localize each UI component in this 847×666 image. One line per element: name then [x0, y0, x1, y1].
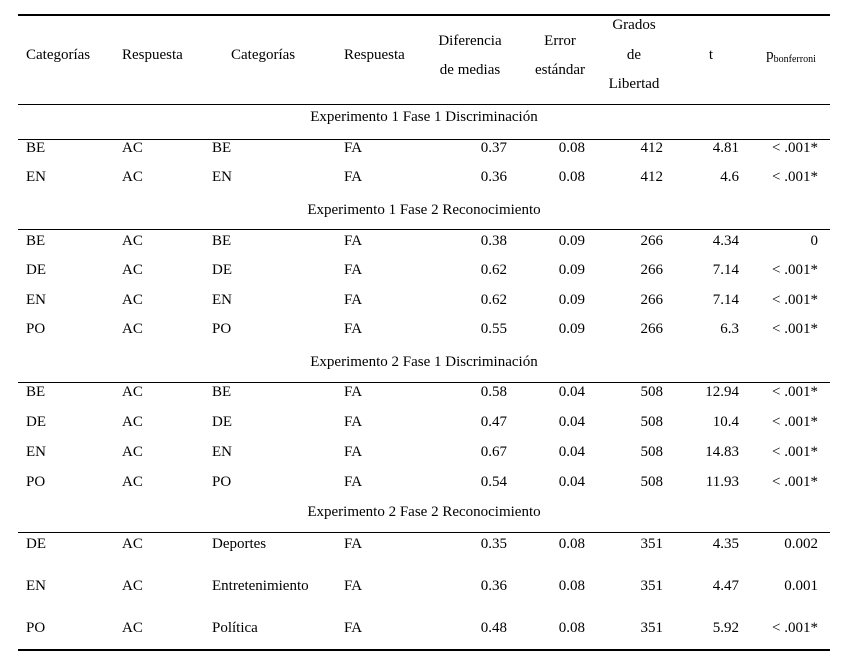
cell-cat1: EN: [26, 169, 46, 185]
cell-gl: 351: [640, 620, 663, 636]
cell-p: < .001*: [772, 620, 818, 636]
cell-diff: 0.54: [480, 474, 507, 490]
cell-resp2: FA: [344, 292, 363, 308]
cell-err: 0.04: [558, 384, 585, 400]
header-respuesta-2: Respuesta: [344, 47, 405, 63]
cell-resp1: AC: [122, 578, 143, 594]
cell-cat1: EN: [26, 578, 46, 594]
table-row: [18, 618, 830, 638]
cell-err: 0.08: [558, 140, 585, 156]
cell-resp1: AC: [122, 444, 143, 460]
cell-t: 4.35: [712, 536, 739, 552]
cell-cat2: EN: [212, 444, 232, 460]
cell-cat2: DE: [212, 262, 232, 278]
cell-diff: 0.58: [480, 384, 507, 400]
cell-cat1: PO: [26, 321, 46, 337]
cell-t: 12.94: [705, 384, 739, 400]
cell-diff: 0.38: [480, 233, 507, 249]
cell-cat1: BE: [26, 233, 46, 249]
cell-resp2: FA: [344, 414, 363, 430]
cell-resp1: AC: [122, 474, 143, 490]
cell-err: 0.08: [558, 169, 585, 185]
cell-err: 0.09: [558, 292, 585, 308]
table-top-rule: [18, 14, 830, 16]
cell-resp2: FA: [344, 578, 363, 594]
cell-cat1: DE: [26, 536, 46, 552]
cell-gl: 508: [640, 414, 663, 430]
table-row: [18, 260, 830, 280]
cell-resp1: AC: [122, 169, 143, 185]
cell-resp1: AC: [122, 292, 143, 308]
cell-diff: 0.47: [480, 414, 507, 430]
cell-err: 0.08: [558, 536, 585, 552]
cell-cat2: BE: [212, 140, 232, 156]
header-t: t: [708, 47, 714, 63]
cell-cat1: PO: [26, 474, 46, 490]
cell-gl: 266: [640, 321, 663, 337]
cell-resp1: AC: [122, 536, 143, 552]
table-row: [18, 319, 830, 339]
group-title-rule: [18, 229, 830, 230]
table-bottom-rule: [18, 649, 830, 651]
cell-cat2: Política: [212, 620, 258, 636]
cell-cat2: Deportes: [212, 536, 267, 552]
cell-gl: 351: [640, 536, 663, 552]
cell-err: 0.09: [558, 262, 585, 278]
cell-t: 14.83: [705, 444, 739, 460]
cell-gl: 412: [640, 169, 663, 185]
cell-t: 10.4: [712, 414, 739, 430]
cell-cat1: BE: [26, 384, 46, 400]
cell-resp2: FA: [344, 233, 363, 249]
cell-resp2: FA: [344, 169, 363, 185]
table-row: [18, 138, 830, 158]
table-row: [18, 576, 830, 596]
cell-gl: 266: [640, 292, 663, 308]
table-row: [18, 290, 830, 310]
cell-resp2: FA: [344, 536, 363, 552]
group-title-rule: [18, 532, 830, 533]
header-categorias-2: Categorías: [231, 47, 296, 63]
cell-resp1: AC: [122, 262, 143, 278]
cell-t: 6.3: [720, 321, 739, 337]
cell-cat1: DE: [26, 414, 46, 430]
cell-cat2: BE: [212, 384, 232, 400]
cell-cat1: EN: [26, 444, 46, 460]
header-error-line1: Error: [544, 33, 576, 49]
table-row: [18, 231, 830, 251]
cell-resp1: AC: [122, 384, 143, 400]
cell-gl: 412: [640, 140, 663, 156]
cell-resp2: FA: [344, 384, 363, 400]
table-row: [18, 382, 830, 402]
cell-cat1: BE: [26, 140, 46, 156]
header-p-bonferroni: [756, 41, 826, 74]
table-row: [18, 534, 830, 554]
cell-p: < .001*: [772, 262, 818, 278]
header-diferencia-line1: Diferencia: [438, 33, 502, 49]
cell-resp1: AC: [122, 140, 143, 156]
cell-resp2: FA: [344, 444, 363, 460]
cell-err: 0.08: [558, 620, 585, 636]
cell-gl: 266: [640, 233, 663, 249]
cell-p: < .001*: [772, 292, 818, 308]
cell-cat2: PO: [212, 474, 232, 490]
cell-t: 4.34: [712, 233, 739, 249]
header-categorias-1: Categorías: [26, 47, 91, 63]
header-diferencia-line2: de medias: [439, 62, 501, 78]
cell-t: 4.47: [712, 578, 739, 594]
cell-cat2: DE: [212, 414, 232, 430]
cell-gl: 351: [640, 578, 663, 594]
header-p-main: p: [766, 47, 774, 63]
cell-t: 11.93: [705, 474, 739, 490]
cell-diff: 0.62: [480, 292, 507, 308]
header-bottom-rule: [18, 104, 830, 105]
cell-p: < .001*: [772, 474, 818, 490]
header-grados-line3: Libertad: [608, 76, 660, 92]
cell-cat1: EN: [26, 292, 46, 308]
cell-p: < .001*: [772, 414, 818, 430]
cell-t: 4.6: [720, 169, 739, 185]
header-error-line2: estándar: [535, 62, 585, 78]
cell-resp2: FA: [344, 321, 363, 337]
table-row: [18, 442, 830, 462]
cell-p: 0.001: [784, 578, 818, 594]
header-respuesta-1: Respuesta: [122, 47, 183, 63]
cell-resp2: FA: [344, 262, 363, 278]
cell-gl: 266: [640, 262, 663, 278]
cell-cat2: EN: [212, 292, 232, 308]
cell-p: 0.002: [784, 536, 818, 552]
group-title: Experimento 2 Fase 2 Reconocimiento: [307, 504, 541, 520]
group-title: Experimento 1 Fase 1 Discriminación: [310, 109, 538, 125]
cell-diff: 0.35: [480, 536, 507, 552]
header-p-subscript: bonferroni: [773, 54, 816, 65]
header-grados-line2: de: [626, 47, 642, 63]
cell-err: 0.04: [558, 414, 585, 430]
table-row: [18, 472, 830, 492]
cell-resp2: FA: [344, 620, 363, 636]
cell-t: 5.92: [712, 620, 739, 636]
cell-p: < .001*: [772, 140, 818, 156]
cell-p: < .001*: [772, 384, 818, 400]
cell-resp1: AC: [122, 414, 143, 430]
cell-p: < .001*: [772, 169, 818, 185]
cell-err: 0.04: [558, 444, 585, 460]
group-title: Experimento 2 Fase 1 Discriminación: [310, 354, 538, 370]
cell-gl: 508: [640, 444, 663, 460]
cell-resp2: FA: [344, 140, 363, 156]
cell-t: 4.81: [712, 140, 739, 156]
cell-resp1: AC: [122, 233, 143, 249]
group-title: Experimento 1 Fase 2 Reconocimiento: [307, 202, 541, 218]
cell-t: 7.14: [712, 292, 739, 308]
cell-cat2: BE: [212, 233, 232, 249]
cell-err: 0.08: [558, 578, 585, 594]
cell-resp1: AC: [122, 620, 143, 636]
cell-resp2: FA: [344, 474, 363, 490]
cell-gl: 508: [640, 474, 663, 490]
cell-p: 0: [810, 233, 818, 249]
header-grados-line1: Grados: [612, 17, 656, 33]
cell-cat2: PO: [212, 321, 232, 337]
cell-t: 7.14: [712, 262, 739, 278]
cell-diff: 0.55: [480, 321, 507, 337]
cell-diff: 0.37: [480, 140, 507, 156]
cell-diff: 0.67: [480, 444, 507, 460]
cell-err: 0.09: [558, 321, 585, 337]
table-row: [18, 167, 830, 187]
cell-resp1: AC: [122, 321, 143, 337]
cell-gl: 508: [640, 384, 663, 400]
cell-diff: 0.62: [480, 262, 507, 278]
cell-cat1: PO: [26, 620, 46, 636]
cell-err: 0.04: [558, 474, 585, 490]
cell-p: < .001*: [772, 444, 818, 460]
table-row: [18, 412, 830, 432]
cell-diff: 0.48: [480, 620, 507, 636]
cell-err: 0.09: [558, 233, 585, 249]
cell-cat1: DE: [26, 262, 46, 278]
cell-diff: 0.36: [480, 578, 507, 594]
cell-diff: 0.36: [480, 169, 507, 185]
cell-p: < .001*: [772, 321, 818, 337]
cell-cat2: EN: [212, 169, 232, 185]
cell-cat2: Entretenimiento: [212, 578, 309, 594]
